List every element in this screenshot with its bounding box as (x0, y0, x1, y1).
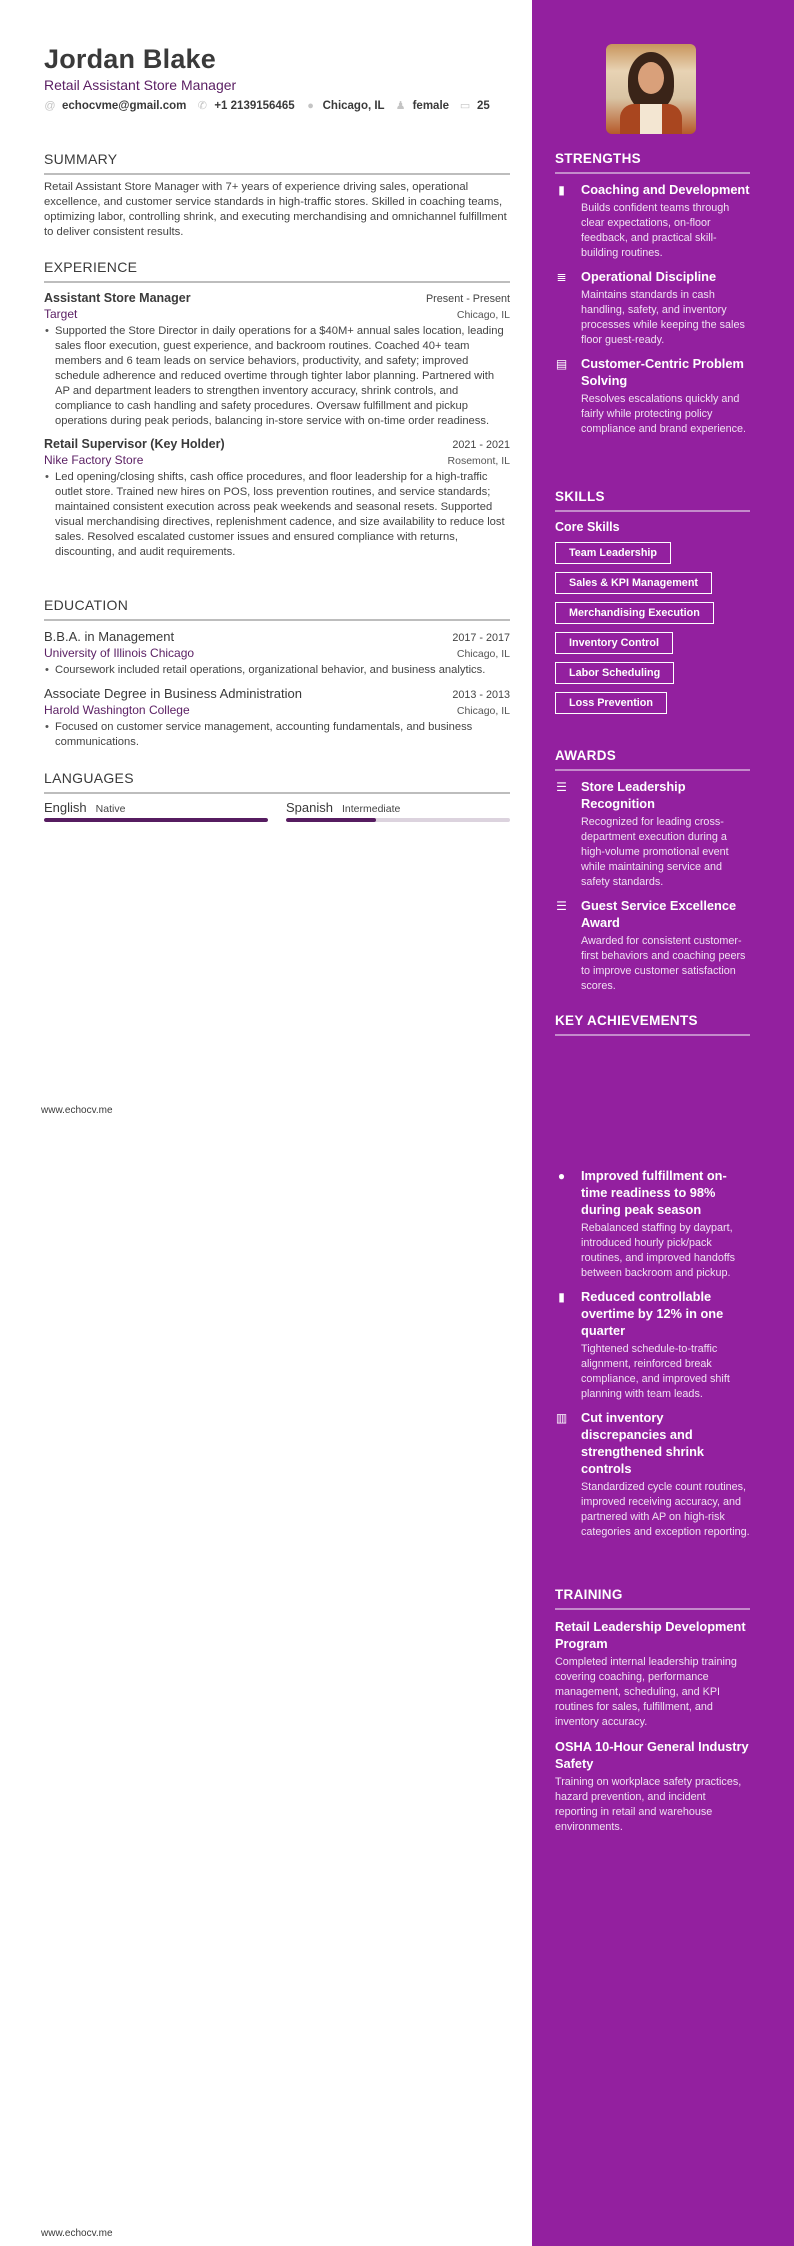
achievement-item (555, 1409, 750, 1540)
summary-section (44, 151, 510, 240)
job-bullet: • Supported the Store Director in daily operations for a $40M+ annual sales location, leading sales floor execution, guest experience, and backroom routines. Coached 40+ team members and 6 team leads on service behaviors, productivity, and safety; improved schedule adherence and reduced overtime through tighter labor planning. Partnered with AP and department leaders to strengthen inventory accuracy, shrink controls, and compliance to cash handling and safety procedures. Oversaw fulfillment and pickup operations during peak periods, balancing in-store service with on-time order readiness. (44, 324, 510, 429)
job-dates: Present - Present (425, 293, 510, 305)
language-name: English (44, 800, 87, 815)
award-title: Store Leadership Recognition (581, 779, 686, 811)
achievement-title: Reduced controllable overtime by 12% in one quarter (581, 1289, 724, 1338)
award-item (555, 897, 750, 994)
job-entry (44, 291, 510, 429)
degree-title: B.B.A. in Management (44, 629, 175, 644)
contact-age-value: 25 (477, 99, 490, 112)
contact-list (44, 99, 490, 112)
achievement-description: Standardized cycle count routines, improved receiving accuracy, and partnered with AP on high-risk categories and exception reporting. (581, 1481, 750, 1538)
contact-location (305, 100, 385, 112)
education-bullet: • Coursework included retail operations, organizational behavior, and business analytics. (44, 663, 510, 678)
achievements-section (555, 1160, 750, 1540)
building-icon: ▥ (555, 1411, 568, 1425)
achievement-description: Tightened schedule-to-traffic alignment, reinforced break compliance, and improved shift planning with team leads. (581, 1343, 730, 1400)
language-proficiency-bar (286, 818, 510, 822)
align-left-icon: ☰ (556, 780, 567, 794)
language-proficiency-fill (44, 818, 268, 822)
achievement-title: Cut inventory discrepancies and strengthened shrink controls (581, 1410, 705, 1476)
section-title: LANGUAGES (44, 770, 510, 794)
education-dates: 2013 - 2013 (452, 689, 510, 701)
skill-chip: Merchandising Execution (555, 602, 714, 624)
achievements-section-header (555, 1013, 750, 1036)
contact-phone[interactable] (196, 99, 294, 112)
education-section (44, 597, 510, 750)
job-bullet: • Led opening/closing shifts, cash office procedures, and floor leadership for a high-traffic outlet store. Trained new hires on POS, loss prevention routines, and service standards; maintained consistent execution across peak weekends and seasonal resets. Supported visual merchandising directives, replenishment cadence, and size availability to reduce lost sales. Resolved escalated customer issues and ensured compliance with returns, discounting, and audit requirements. (44, 470, 510, 560)
candidate-role: Retail Assistant Store Manager (44, 77, 237, 93)
languages-section (44, 770, 510, 822)
job-location: Rosemont, IL (447, 455, 510, 467)
file-chart-icon: ▮ (558, 1290, 565, 1304)
calendar-icon: ▭ (459, 100, 471, 112)
strength-description: Maintains standards in cash handling, safety, and inventory processes while keeping the sales floor guest-ready. (581, 289, 745, 346)
education-entry (44, 629, 510, 678)
award-description: Awarded for consistent customer-first behaviors and coaching peers to improve customer satisfaction scores. (581, 935, 746, 992)
strength-title: Coaching and Development (581, 182, 750, 197)
footer-link[interactable]: www.echocv.me (41, 1105, 113, 1116)
document-icon: ▮ (558, 183, 565, 197)
training-item (555, 1618, 750, 1730)
awards-section (555, 748, 750, 994)
training-section (555, 1587, 750, 1835)
strengths-section (555, 151, 750, 437)
school-name: Harold Washington College (44, 703, 190, 717)
training-title: Retail Leadership Development Program (555, 1619, 746, 1651)
achievement-title: Improved fulfillment on-time readiness to 98% during peak season (581, 1168, 727, 1217)
clipboard-icon: ▤ (555, 357, 568, 371)
training-description: Training on workplace safety practices, hazard prevention, and incident reporting in retail and warehouse environments. (555, 1776, 742, 1833)
section-title: TRAINING (555, 1587, 750, 1610)
person-icon: ♟ (395, 100, 406, 112)
section-title: EXPERIENCE (44, 259, 510, 283)
contact-gender (395, 99, 449, 112)
section-title: AWARDS (555, 748, 750, 771)
strength-title: Customer-Centric Problem Solving (581, 356, 744, 388)
section-title: EDUCATION (44, 597, 510, 621)
job-location: Chicago, IL (456, 309, 510, 321)
skill-chip: Team Leadership (555, 542, 671, 564)
school-name: University of Illinois Chicago (44, 646, 195, 660)
training-description: Completed internal leadership training covering coaching, performance management, scheduling, and KPI routines for sales, fulfillment, and inventory accuracy. (555, 1656, 737, 1728)
company-name: Nike Factory Store (44, 453, 144, 467)
strength-description: Builds confident teams through clear expectations, on-floor feedback, and practical skill-building routines. (581, 202, 730, 259)
skill-chip: Labor Scheduling (555, 662, 674, 684)
summary-text: Retail Assistant Store Manager with 7+ years of experience driving sales, operational excellence, and customer service standards in high-traffic stores. Skilled in coaching teams, optimizing labor, controlling shrink, and executing merchandising and omnichannel fulfillment to deliver consistent results. (44, 181, 507, 238)
skill-chip: Inventory Control (555, 632, 673, 654)
strength-item (555, 181, 750, 261)
section-title: SUMMARY (44, 151, 510, 175)
contact-location-value: Chicago, IL (322, 99, 385, 112)
school-location: Chicago, IL (456, 705, 510, 717)
strength-item (555, 355, 750, 437)
job-dates: 2021 - 2021 (452, 439, 510, 451)
section-title: KEY ACHIEVEMENTS (555, 1013, 750, 1036)
skill-chip: Sales & KPI Management (555, 572, 712, 594)
strength-description: Resolves escalations quickly and fairly while protecting policy compliance and brand experience. (581, 393, 747, 435)
award-title: Guest Service Excellence Award (581, 898, 737, 930)
language-item (44, 800, 268, 822)
language-proficiency-fill (286, 818, 376, 822)
skills-section (555, 489, 750, 714)
job-title: Retail Supervisor (Key Holder) (44, 437, 225, 451)
language-level: Intermediate (341, 803, 401, 815)
company-name: Target (44, 307, 78, 321)
education-dates: 2017 - 2017 (452, 632, 510, 644)
phone-icon: ✆ (197, 100, 207, 112)
strength-item (555, 268, 750, 348)
language-level: Native (95, 803, 126, 815)
degree-title: Associate Degree in Business Administration (44, 686, 302, 701)
education-entry (44, 686, 510, 750)
school-location: Chicago, IL (456, 648, 510, 660)
skill-group-title: Core Skills (555, 520, 620, 534)
candidate-name: Jordan Blake (44, 44, 216, 74)
photo-shirt (640, 104, 662, 134)
footer-link[interactable]: www.echocv.me (41, 2228, 113, 2239)
circle-badge-icon: ● (557, 1169, 566, 1183)
contact-age (459, 99, 490, 112)
achievement-item (555, 1167, 750, 1281)
job-title: Assistant Store Manager (44, 291, 191, 305)
contact-email[interactable] (44, 100, 186, 112)
contact-phone-value: +1 2139156465 (214, 99, 295, 112)
language-proficiency-bar (44, 818, 268, 822)
align-left-icon: ☰ (556, 899, 567, 913)
training-item (555, 1738, 750, 1835)
list-icon: ≣ (556, 270, 567, 284)
section-title: STRENGTHS (555, 151, 750, 174)
language-name: Spanish (286, 800, 333, 815)
achievement-item (555, 1288, 750, 1402)
contact-email-value: echocvme@gmail.com (62, 99, 187, 112)
language-item (286, 800, 510, 822)
skill-chip: Loss Prevention (555, 692, 667, 714)
experience-section (44, 259, 510, 560)
at-icon: @ (44, 99, 56, 112)
location-pin-icon: ● (307, 99, 314, 112)
education-bullet: • Focused on customer service management, accounting fundamentals, and business communications. (44, 720, 510, 750)
profile-photo (606, 44, 696, 134)
achievement-description: Rebalanced staffing by daypart, introduced hourly pick/pack routines, and improved handoffs between backroom and pickup. (581, 1222, 736, 1279)
award-item (555, 778, 750, 890)
strength-title: Operational Discipline (581, 269, 717, 284)
photo-face (638, 62, 664, 94)
job-entry (44, 437, 510, 560)
section-title: SKILLS (555, 489, 750, 512)
contact-gender-value: female (412, 99, 450, 112)
training-title: OSHA 10-Hour General Industry Safety (555, 1739, 749, 1771)
award-description: Recognized for leading cross-department execution during a high-volume promotional event while maintaining service and safety standards. (581, 816, 729, 888)
